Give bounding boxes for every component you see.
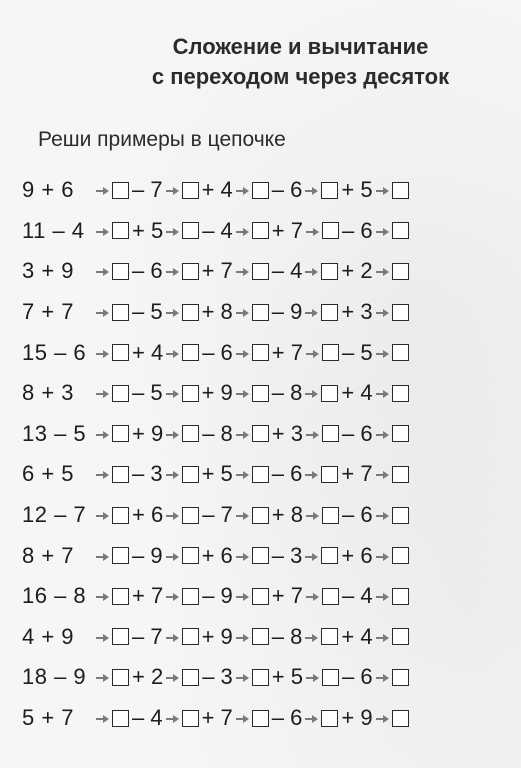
chain-operation: – 9 <box>271 299 303 325</box>
arrow-right-icon <box>305 633 318 643</box>
chain-step <box>94 218 164 244</box>
answer-box[interactable] <box>182 710 199 727</box>
chain-step <box>234 340 304 366</box>
arrow-right-icon <box>96 673 109 683</box>
chain-operation: + 4 <box>132 339 164 365</box>
answer-box[interactable] <box>322 588 339 605</box>
chain-row <box>22 373 502 414</box>
chain-row <box>22 657 502 698</box>
arrow-right-icon <box>236 389 249 399</box>
chain-operation: – 5 <box>132 299 163 325</box>
chain-step <box>374 182 412 199</box>
chain-step <box>234 664 304 690</box>
chain-operation: – 4 <box>132 705 163 731</box>
answer-box[interactable] <box>112 385 129 402</box>
answer-box[interactable] <box>112 182 129 199</box>
answer-box[interactable] <box>321 263 338 280</box>
arrow-right-icon <box>376 511 389 521</box>
answer-box[interactable] <box>112 263 129 280</box>
arrow-right-icon <box>166 714 179 724</box>
answer-box[interactable] <box>321 628 338 645</box>
answer-box[interactable] <box>252 547 269 564</box>
chain-operation: + 7 <box>271 339 303 365</box>
task-instruction: Реши примеры в цепочке <box>38 128 286 151</box>
chain-start-expression: 9 + 6 <box>22 177 75 203</box>
chain-step <box>94 705 164 731</box>
arrow-right-icon <box>166 673 179 683</box>
answer-box[interactable] <box>392 710 409 727</box>
arrow-right-icon <box>166 470 179 480</box>
chain-step <box>94 299 164 325</box>
chain-start-expression: 6 + 5 <box>22 461 75 487</box>
arrow-right-icon <box>166 267 179 277</box>
arrow-right-icon <box>236 552 249 562</box>
chain-operation: – 7 <box>132 177 163 203</box>
answer-box[interactable] <box>112 344 129 361</box>
chain-step <box>374 588 412 605</box>
chain-operation: – 4 <box>271 258 303 284</box>
answer-box[interactable] <box>321 304 338 321</box>
arrow-right-icon <box>236 308 249 318</box>
arrow-right-icon <box>96 267 109 277</box>
answer-box[interactable] <box>112 547 129 564</box>
answer-box[interactable] <box>112 507 129 524</box>
chain-row <box>22 495 502 536</box>
arrow-right-icon <box>306 673 319 683</box>
chain-operation: + 8 <box>201 299 233 325</box>
chain-step <box>164 543 234 569</box>
chain-start-expression: 5 + 7 <box>22 705 75 731</box>
answer-box[interactable] <box>252 385 269 402</box>
answer-box[interactable] <box>392 344 409 361</box>
arrow-right-icon <box>96 227 109 237</box>
chain-operation: + 3 <box>341 299 373 325</box>
chain-step <box>374 385 412 402</box>
chain-step <box>164 461 234 487</box>
arrow-right-icon <box>306 592 319 602</box>
answer-box[interactable] <box>392 507 409 524</box>
chain-step <box>94 177 164 203</box>
answer-box[interactable] <box>182 628 199 645</box>
answer-box[interactable] <box>112 466 129 483</box>
answer-box[interactable] <box>321 182 338 199</box>
arrow-right-icon <box>306 349 319 359</box>
chain-start-expression: 15 – 6 <box>22 339 87 365</box>
chain-operation: + 9 <box>341 705 373 731</box>
answer-box[interactable] <box>112 628 129 645</box>
arrow-right-icon <box>166 633 179 643</box>
chain-operation: + 5 <box>341 177 373 203</box>
chain-operation: – 7 <box>202 502 233 528</box>
chain-step <box>374 263 412 280</box>
chain-row <box>22 211 502 252</box>
chain-operation: – 9 <box>132 542 163 568</box>
chain-step <box>234 299 304 325</box>
answer-box[interactable] <box>392 222 409 239</box>
answer-box[interactable] <box>392 385 409 402</box>
chain-row <box>22 535 502 576</box>
chain-step <box>304 664 374 690</box>
answer-box[interactable] <box>112 304 129 321</box>
answer-box[interactable] <box>252 425 269 442</box>
arrow-right-icon <box>236 267 249 277</box>
chain-operation: – 8 <box>271 380 303 406</box>
answer-box[interactable] <box>252 222 269 239</box>
chain-step <box>303 624 373 650</box>
chain-operation: – 6 <box>342 420 373 446</box>
chain-step <box>94 258 164 284</box>
chain-step <box>304 502 374 528</box>
chain-operation: + 7 <box>341 461 373 487</box>
answer-box[interactable] <box>321 547 338 564</box>
chain-row <box>22 332 502 373</box>
chain-row <box>22 292 502 333</box>
arrow-right-icon <box>305 186 318 196</box>
chain-operation: – 6 <box>271 177 303 203</box>
answer-box[interactable] <box>182 507 199 524</box>
arrow-right-icon <box>236 470 249 480</box>
chain-operation: – 9 <box>202 583 233 609</box>
chain-step <box>374 628 412 645</box>
chain-operation: + 2 <box>132 664 164 690</box>
chain-start-expression: 3 + 9 <box>22 258 75 284</box>
arrow-right-icon <box>376 592 389 602</box>
chain-step <box>304 218 374 244</box>
chain-step <box>234 380 304 406</box>
arrow-right-icon <box>96 511 109 521</box>
answer-box[interactable] <box>182 304 199 321</box>
answer-box[interactable] <box>321 385 338 402</box>
chain-step <box>234 177 304 203</box>
arrow-right-icon <box>236 511 249 521</box>
chain-start-expression: 13 – 5 <box>22 420 87 446</box>
arrow-right-icon <box>96 430 109 440</box>
answer-box[interactable] <box>252 628 269 645</box>
arrow-right-icon <box>376 389 389 399</box>
chain-operation: – 6 <box>342 664 373 690</box>
arrow-right-icon <box>376 308 389 318</box>
chain-step <box>234 421 304 447</box>
chain-step <box>234 543 304 569</box>
chain-step <box>303 258 373 284</box>
answer-box[interactable] <box>392 547 409 564</box>
arrow-right-icon <box>236 673 249 683</box>
answer-box[interactable] <box>322 344 339 361</box>
chain-operation: – 3 <box>271 542 303 568</box>
chain-operation: – 6 <box>202 339 233 365</box>
answer-box[interactable] <box>252 507 269 524</box>
arrow-right-icon <box>376 349 389 359</box>
chain-row <box>22 251 502 292</box>
chain-operation: + 9 <box>201 623 233 649</box>
chain-row <box>22 576 502 617</box>
chain-operation: – 8 <box>202 420 233 446</box>
arrow-right-icon <box>166 349 179 359</box>
chain-start-expression: 16 – 8 <box>22 583 87 609</box>
chain-start-expression: 8 + 7 <box>22 542 75 568</box>
arrow-right-icon <box>236 349 249 359</box>
chain-step <box>303 543 373 569</box>
chain-step <box>234 705 304 731</box>
chain-start-expression: 7 + 7 <box>22 299 75 325</box>
answer-box[interactable] <box>112 222 129 239</box>
arrow-right-icon <box>96 592 109 602</box>
arrow-right-icon <box>306 430 319 440</box>
chain-operation: + 5 <box>271 664 303 690</box>
chain-step <box>304 583 374 609</box>
chain-step <box>164 705 234 731</box>
chain-step <box>234 218 304 244</box>
arrow-right-icon <box>305 267 318 277</box>
arrow-right-icon <box>306 227 319 237</box>
arrow-right-icon <box>305 389 318 399</box>
chain-operation: – 6 <box>271 705 303 731</box>
chain-operation: + 5 <box>201 461 233 487</box>
chain-operation: + 5 <box>132 217 164 243</box>
chain-operation: + 7 <box>201 705 233 731</box>
chain-step <box>94 624 164 650</box>
chain-step <box>304 421 374 447</box>
answer-box[interactable] <box>392 628 409 645</box>
chain-step <box>374 669 412 686</box>
answer-box[interactable] <box>112 588 129 605</box>
answer-box[interactable] <box>182 263 199 280</box>
arrow-right-icon <box>305 714 318 724</box>
chain-step <box>164 380 234 406</box>
page-title <box>0 32 521 92</box>
arrow-right-icon <box>96 308 109 318</box>
answer-box[interactable] <box>322 507 339 524</box>
answer-box[interactable] <box>252 182 269 199</box>
chain-step <box>374 710 412 727</box>
chain-step <box>303 380 373 406</box>
answer-box[interactable] <box>252 304 269 321</box>
arrow-right-icon <box>166 308 179 318</box>
answer-box[interactable] <box>392 263 409 280</box>
arrow-right-icon <box>236 633 249 643</box>
answer-box[interactable] <box>322 222 339 239</box>
answer-box[interactable] <box>182 466 199 483</box>
arrow-right-icon <box>236 592 249 602</box>
arrow-right-icon <box>96 633 109 643</box>
answer-box[interactable] <box>182 588 199 605</box>
arrow-right-icon <box>96 389 109 399</box>
answer-box[interactable] <box>252 263 269 280</box>
answer-box[interactable] <box>182 344 199 361</box>
chain-start-expression: 18 – 9 <box>22 664 87 690</box>
chain-step <box>374 425 412 442</box>
chain-operation: – 8 <box>271 623 303 649</box>
chain-operation: – 7 <box>132 623 163 649</box>
answer-box[interactable] <box>112 710 129 727</box>
answer-box[interactable] <box>322 669 339 686</box>
chain-operation: – 4 <box>202 217 233 243</box>
chain-operation: + 9 <box>201 380 233 406</box>
answer-box[interactable] <box>392 304 409 321</box>
chain-row <box>22 698 502 739</box>
arrow-right-icon <box>236 227 249 237</box>
chain-row <box>22 414 502 455</box>
chain-operation: – 3 <box>202 664 233 690</box>
chain-step <box>164 502 234 528</box>
chain-operation: + 4 <box>201 177 233 203</box>
chain-operation: + 6 <box>341 542 373 568</box>
arrow-right-icon <box>166 186 179 196</box>
chain-step <box>164 218 234 244</box>
answer-box[interactable] <box>252 466 269 483</box>
arrow-right-icon <box>376 633 389 643</box>
chain-operation: – 6 <box>342 217 373 243</box>
chain-operation: + 7 <box>132 583 164 609</box>
chain-step <box>303 299 373 325</box>
chain-step <box>234 583 304 609</box>
answer-box[interactable] <box>321 466 338 483</box>
chain-operation: – 5 <box>132 380 163 406</box>
chain-step <box>164 421 234 447</box>
chain-step <box>374 304 412 321</box>
chain-step <box>164 258 234 284</box>
answer-box[interactable] <box>392 588 409 605</box>
chain-step <box>164 177 234 203</box>
chain-operation: – 3 <box>132 461 163 487</box>
chain-operation: + 7 <box>201 258 233 284</box>
chain-step <box>234 502 304 528</box>
arrow-right-icon <box>376 186 389 196</box>
arrow-right-icon <box>96 714 109 724</box>
arrow-right-icon <box>166 592 179 602</box>
chain-row <box>22 454 502 495</box>
chain-step <box>374 547 412 564</box>
answer-box[interactable] <box>321 710 338 727</box>
chain-step <box>94 664 164 690</box>
answer-box[interactable] <box>112 669 129 686</box>
chain-step <box>234 258 304 284</box>
chain-operation: + 4 <box>341 380 373 406</box>
arrow-right-icon <box>96 349 109 359</box>
chain-start-expression: 8 + 3 <box>22 380 75 406</box>
answer-box[interactable] <box>182 385 199 402</box>
answer-box[interactable] <box>182 425 199 442</box>
chain-operation: + 6 <box>201 542 233 568</box>
answer-box[interactable] <box>182 669 199 686</box>
chain-operation: + 6 <box>132 502 164 528</box>
arrow-right-icon <box>376 430 389 440</box>
chain-step <box>94 543 164 569</box>
chain-step <box>303 177 373 203</box>
arrow-right-icon <box>166 511 179 521</box>
arrow-right-icon <box>376 267 389 277</box>
chain-step <box>94 421 164 447</box>
arrow-right-icon <box>305 552 318 562</box>
chain-step <box>303 461 373 487</box>
answer-box[interactable] <box>182 182 199 199</box>
answer-box[interactable] <box>252 710 269 727</box>
arrow-right-icon <box>376 714 389 724</box>
arrow-right-icon <box>166 430 179 440</box>
chain-step <box>304 340 374 366</box>
chain-step <box>164 299 234 325</box>
arrow-right-icon <box>166 552 179 562</box>
chain-operation: + 8 <box>271 502 303 528</box>
answer-box[interactable] <box>322 425 339 442</box>
chain-step <box>94 461 164 487</box>
chain-operation: + 4 <box>341 623 373 649</box>
arrow-right-icon <box>166 389 179 399</box>
chain-operation: – 4 <box>342 583 373 609</box>
answer-box[interactable] <box>182 222 199 239</box>
chain-step <box>94 380 164 406</box>
chain-operation: – 6 <box>342 502 373 528</box>
arrow-right-icon <box>236 714 249 724</box>
answer-box[interactable] <box>252 344 269 361</box>
chain-operation: – 6 <box>271 461 303 487</box>
chain-step <box>234 624 304 650</box>
title-line-2: с переходом через десяток <box>151 64 450 89</box>
arrow-right-icon <box>376 227 389 237</box>
chain-operation: + 3 <box>271 420 303 446</box>
answer-box[interactable] <box>182 547 199 564</box>
chain-list <box>22 170 502 738</box>
chain-operation: + 9 <box>132 420 164 446</box>
answer-box[interactable] <box>392 669 409 686</box>
arrow-right-icon <box>305 308 318 318</box>
title-line-1: Сложение и вычитание <box>172 34 429 59</box>
chain-step <box>374 222 412 239</box>
chain-operation: – 5 <box>342 339 373 365</box>
chain-step <box>374 466 412 483</box>
arrow-right-icon <box>96 186 109 196</box>
answer-box[interactable] <box>252 669 269 686</box>
chain-start-expression: 11 – 4 <box>22 217 85 243</box>
arrow-right-icon <box>376 470 389 480</box>
chain-operation: + 2 <box>341 258 373 284</box>
answer-box[interactable] <box>112 425 129 442</box>
answer-box[interactable] <box>392 425 409 442</box>
chain-step <box>303 705 373 731</box>
arrow-right-icon <box>96 552 109 562</box>
chain-start-expression: 4 + 9 <box>22 623 75 649</box>
chain-step <box>164 664 234 690</box>
arrow-right-icon <box>236 430 249 440</box>
chain-step <box>374 344 412 361</box>
chain-step <box>94 340 164 366</box>
chain-step <box>164 624 234 650</box>
arrow-right-icon <box>96 470 109 480</box>
arrow-right-icon <box>376 673 389 683</box>
arrow-right-icon <box>376 552 389 562</box>
chain-row <box>22 617 502 658</box>
chain-step <box>374 507 412 524</box>
chain-start-expression: 12 – 7 <box>22 502 87 528</box>
chain-operation: – 6 <box>132 258 163 284</box>
answer-box[interactable] <box>392 182 409 199</box>
chain-step <box>164 583 234 609</box>
chain-operation: + 7 <box>271 217 303 243</box>
chain-step <box>94 583 164 609</box>
arrow-right-icon <box>166 227 179 237</box>
chain-row <box>22 170 502 211</box>
arrow-right-icon <box>305 470 318 480</box>
chain-step <box>234 461 304 487</box>
chain-step <box>94 502 164 528</box>
arrow-right-icon <box>306 511 319 521</box>
arrow-right-icon <box>236 186 249 196</box>
answer-box[interactable] <box>252 588 269 605</box>
chain-operation: + 7 <box>271 583 303 609</box>
answer-box[interactable] <box>392 466 409 483</box>
chain-step <box>164 340 234 366</box>
